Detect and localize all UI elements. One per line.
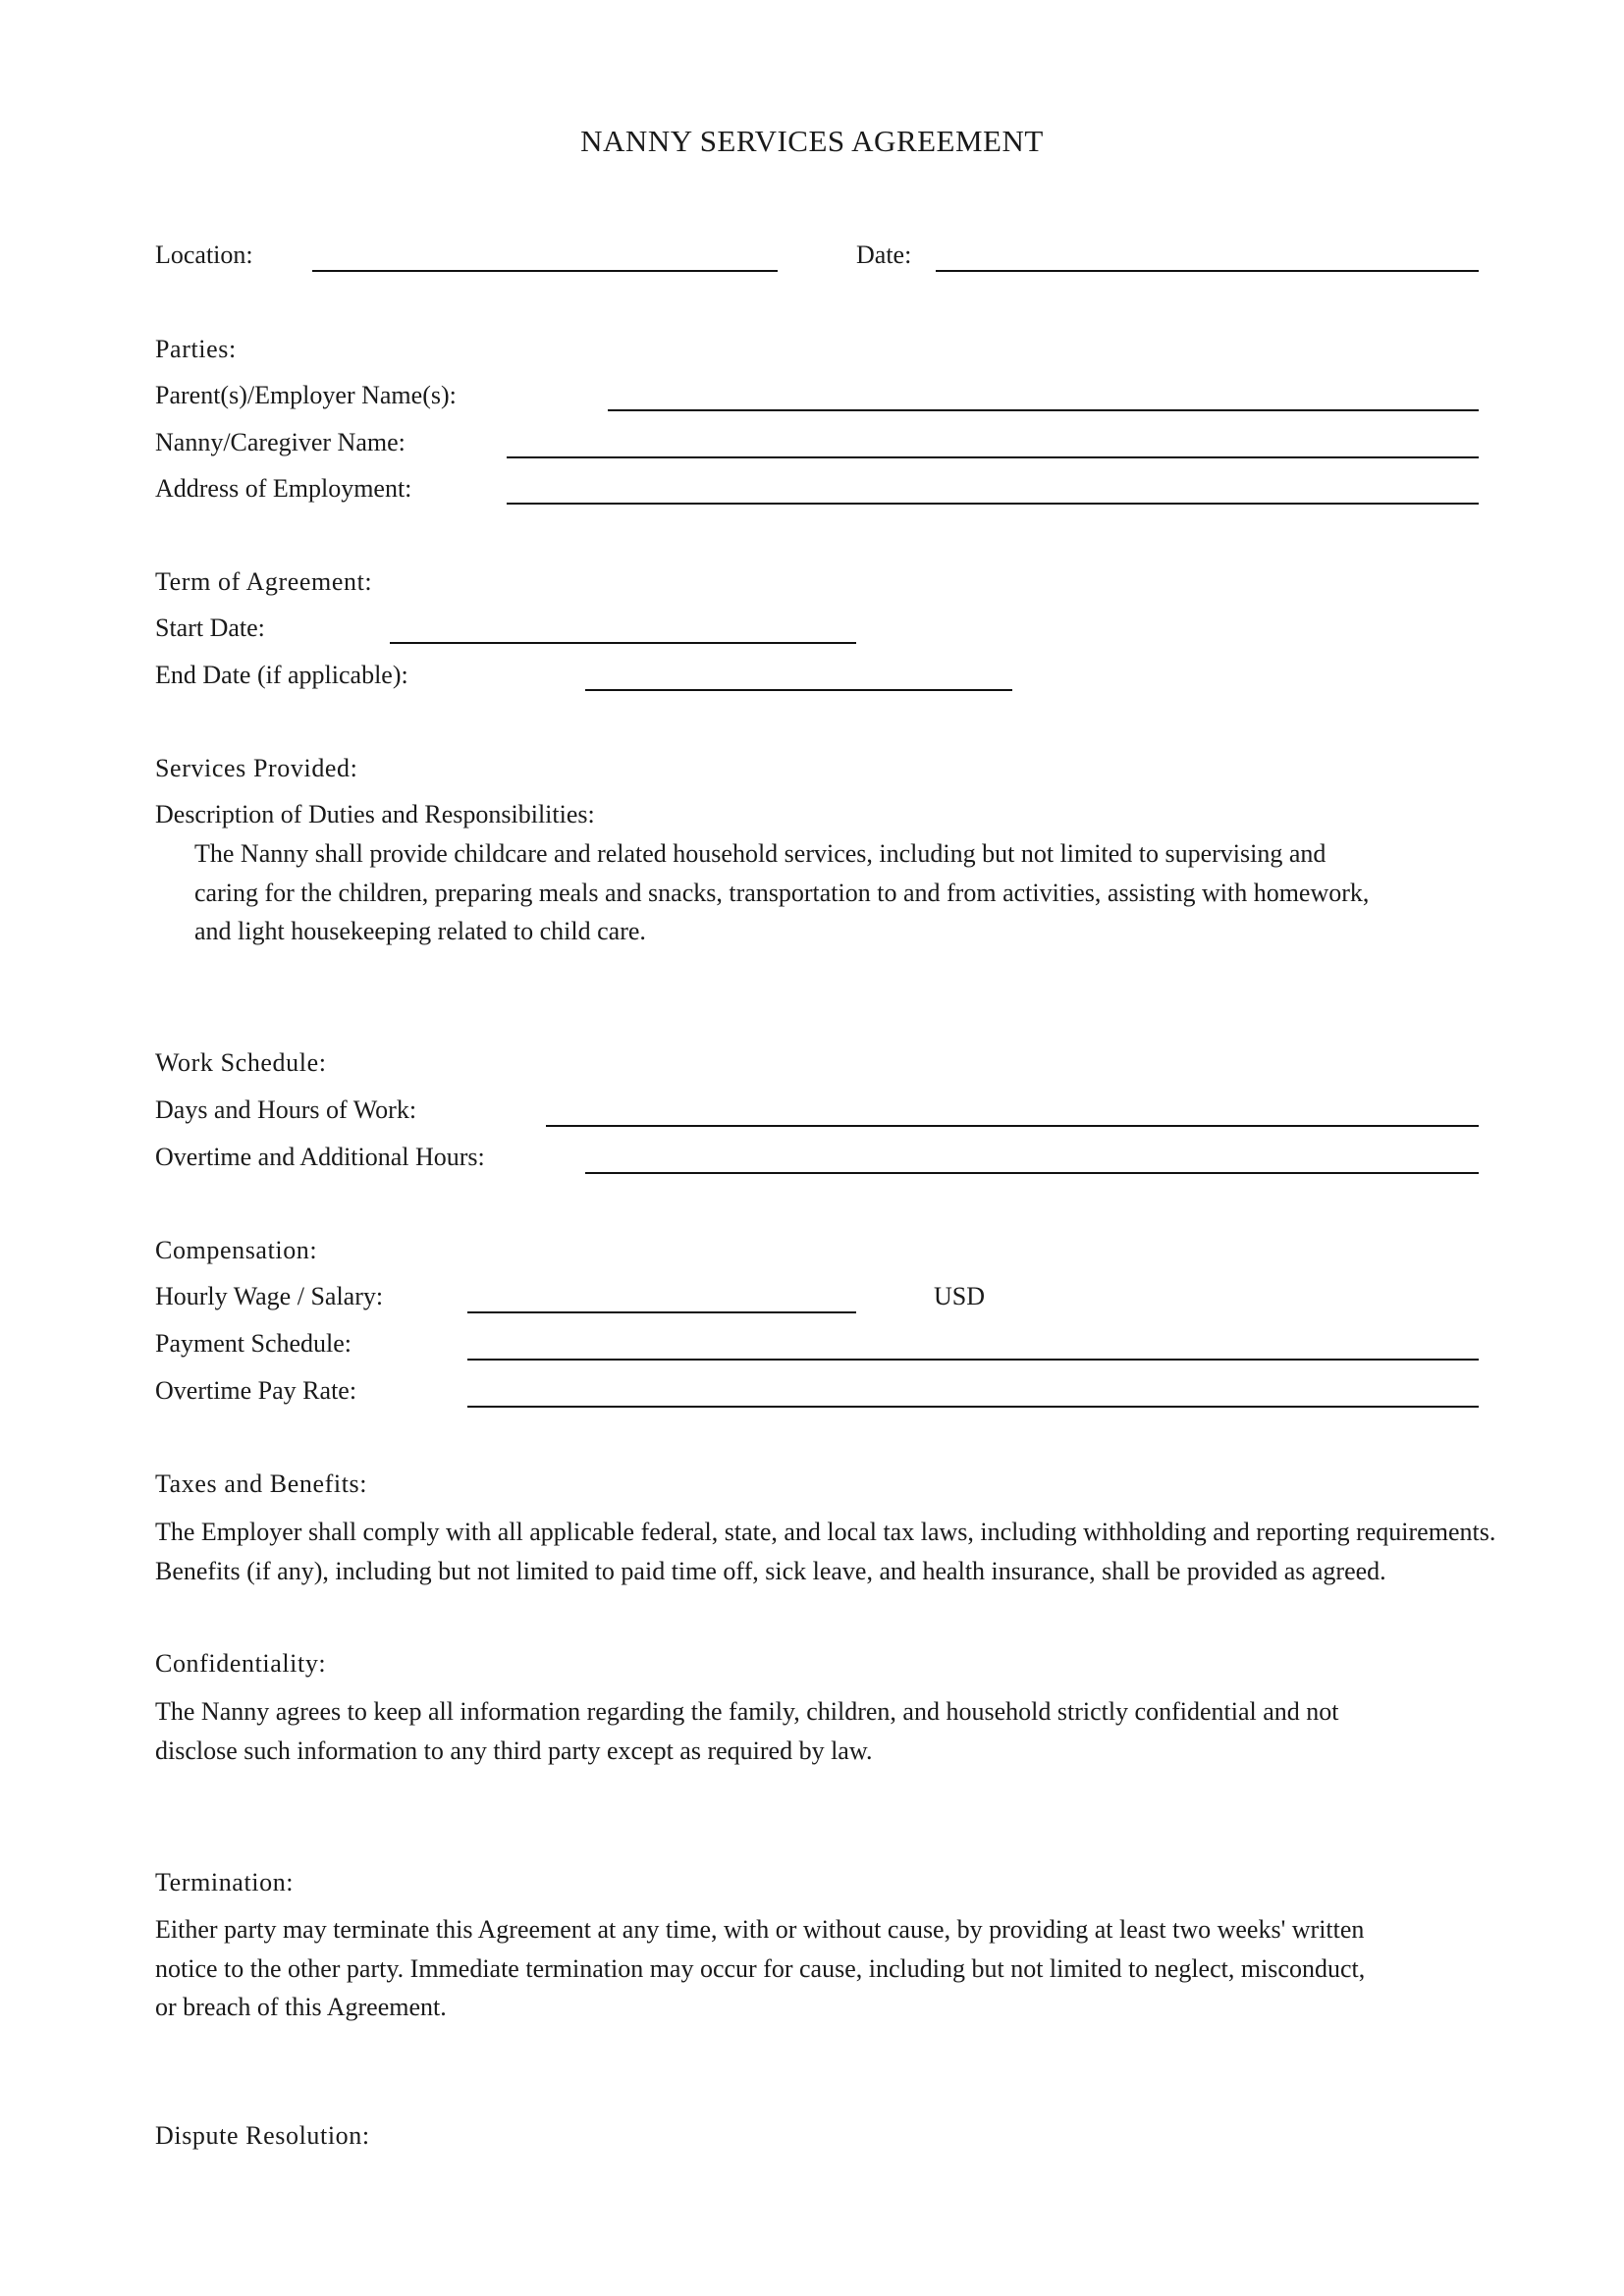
services-heading: Services Provided: bbox=[155, 754, 358, 782]
start-date-field[interactable] bbox=[390, 642, 856, 644]
location-label: Location: bbox=[155, 240, 253, 269]
taxes-line: Benefits (if any), including but not limited to paid time off, sick leave, and health insurance, shall be provided as agreed. bbox=[155, 1556, 1386, 1585]
parties-heading: Parties: bbox=[155, 335, 237, 363]
duties-paragraph bbox=[194, 834, 1369, 951]
schedule-heading: Work Schedule: bbox=[155, 1048, 327, 1077]
confidentiality-line: The Nanny agrees to keep all information regarding the family, children, and household strictly confidential and not bbox=[155, 1697, 1339, 1726]
address-label: Address of Employment: bbox=[155, 474, 412, 503]
date-label: Date: bbox=[856, 240, 912, 269]
duties-line: caring for the children, preparing meals and snacks, transportation to and from activities, assisting with homework, bbox=[194, 878, 1370, 907]
compensation-heading: Compensation: bbox=[155, 1236, 318, 1264]
employer-name-label: Parent(s)/Employer Name(s): bbox=[155, 381, 457, 409]
location-field[interactable] bbox=[312, 270, 778, 272]
payment-schedule-field[interactable] bbox=[467, 1359, 1479, 1361]
payment-schedule-label: Payment Schedule: bbox=[155, 1329, 352, 1358]
termination-line: Either party may terminate this Agreement at any time, with or without cause, by providing at least two weeks' written bbox=[155, 1915, 1365, 1944]
end-date-field[interactable] bbox=[585, 689, 1012, 691]
term-heading: Term of Agreement: bbox=[155, 567, 373, 596]
duties-line: The Nanny shall provide childcare and related household services, including but not limited to supervising and bbox=[194, 839, 1326, 868]
page-title: NANNY SERVICES AGREEMENT bbox=[580, 124, 1044, 158]
end-date-label: End Date (if applicable): bbox=[155, 661, 408, 689]
confidentiality-heading: Confidentiality: bbox=[155, 1649, 327, 1678]
employer-name-field[interactable] bbox=[608, 409, 1479, 411]
confidentiality-paragraph bbox=[155, 1692, 1339, 1770]
nanny-name-label: Nanny/Caregiver Name: bbox=[155, 428, 406, 456]
overtime-rate-label: Overtime Pay Rate: bbox=[155, 1376, 357, 1405]
confidentiality-line: disclose such information to any third party except as required by law. bbox=[155, 1735, 873, 1765]
duties-label: Description of Duties and Responsibilities: bbox=[155, 800, 595, 828]
overtime-rate-field[interactable] bbox=[467, 1406, 1479, 1408]
termination-heading: Termination: bbox=[155, 1868, 295, 1896]
termination-line: notice to the other party. Immediate termination may occur for cause, including but not limited to neglect, misconduct, bbox=[155, 1953, 1366, 1983]
termination-paragraph bbox=[155, 1910, 1365, 2027]
days-hours-field[interactable] bbox=[546, 1125, 1479, 1127]
taxes-paragraph bbox=[155, 1513, 1495, 1590]
duties-line: and light housekeeping related to child care. bbox=[194, 917, 646, 945]
overtime-hours-field[interactable] bbox=[585, 1172, 1479, 1174]
currency-label: USD bbox=[934, 1282, 986, 1310]
wage-field[interactable] bbox=[467, 1311, 856, 1313]
address-field[interactable] bbox=[507, 503, 1479, 505]
days-hours-label: Days and Hours of Work: bbox=[155, 1095, 417, 1124]
dispute-heading: Dispute Resolution: bbox=[155, 2121, 370, 2150]
taxes-line: The Employer shall comply with all applicable federal, state, and local tax laws, including withholding and reporting requirements. bbox=[155, 1518, 1496, 1546]
date-field[interactable] bbox=[936, 270, 1479, 272]
taxes-heading: Taxes and Benefits: bbox=[155, 1469, 368, 1498]
nanny-name-field[interactable] bbox=[507, 456, 1479, 458]
start-date-label: Start Date: bbox=[155, 614, 265, 642]
wage-label: Hourly Wage / Salary: bbox=[155, 1282, 384, 1310]
termination-line: or breach of this Agreement. bbox=[155, 1993, 447, 2021]
overtime-hours-label: Overtime and Additional Hours: bbox=[155, 1143, 485, 1171]
